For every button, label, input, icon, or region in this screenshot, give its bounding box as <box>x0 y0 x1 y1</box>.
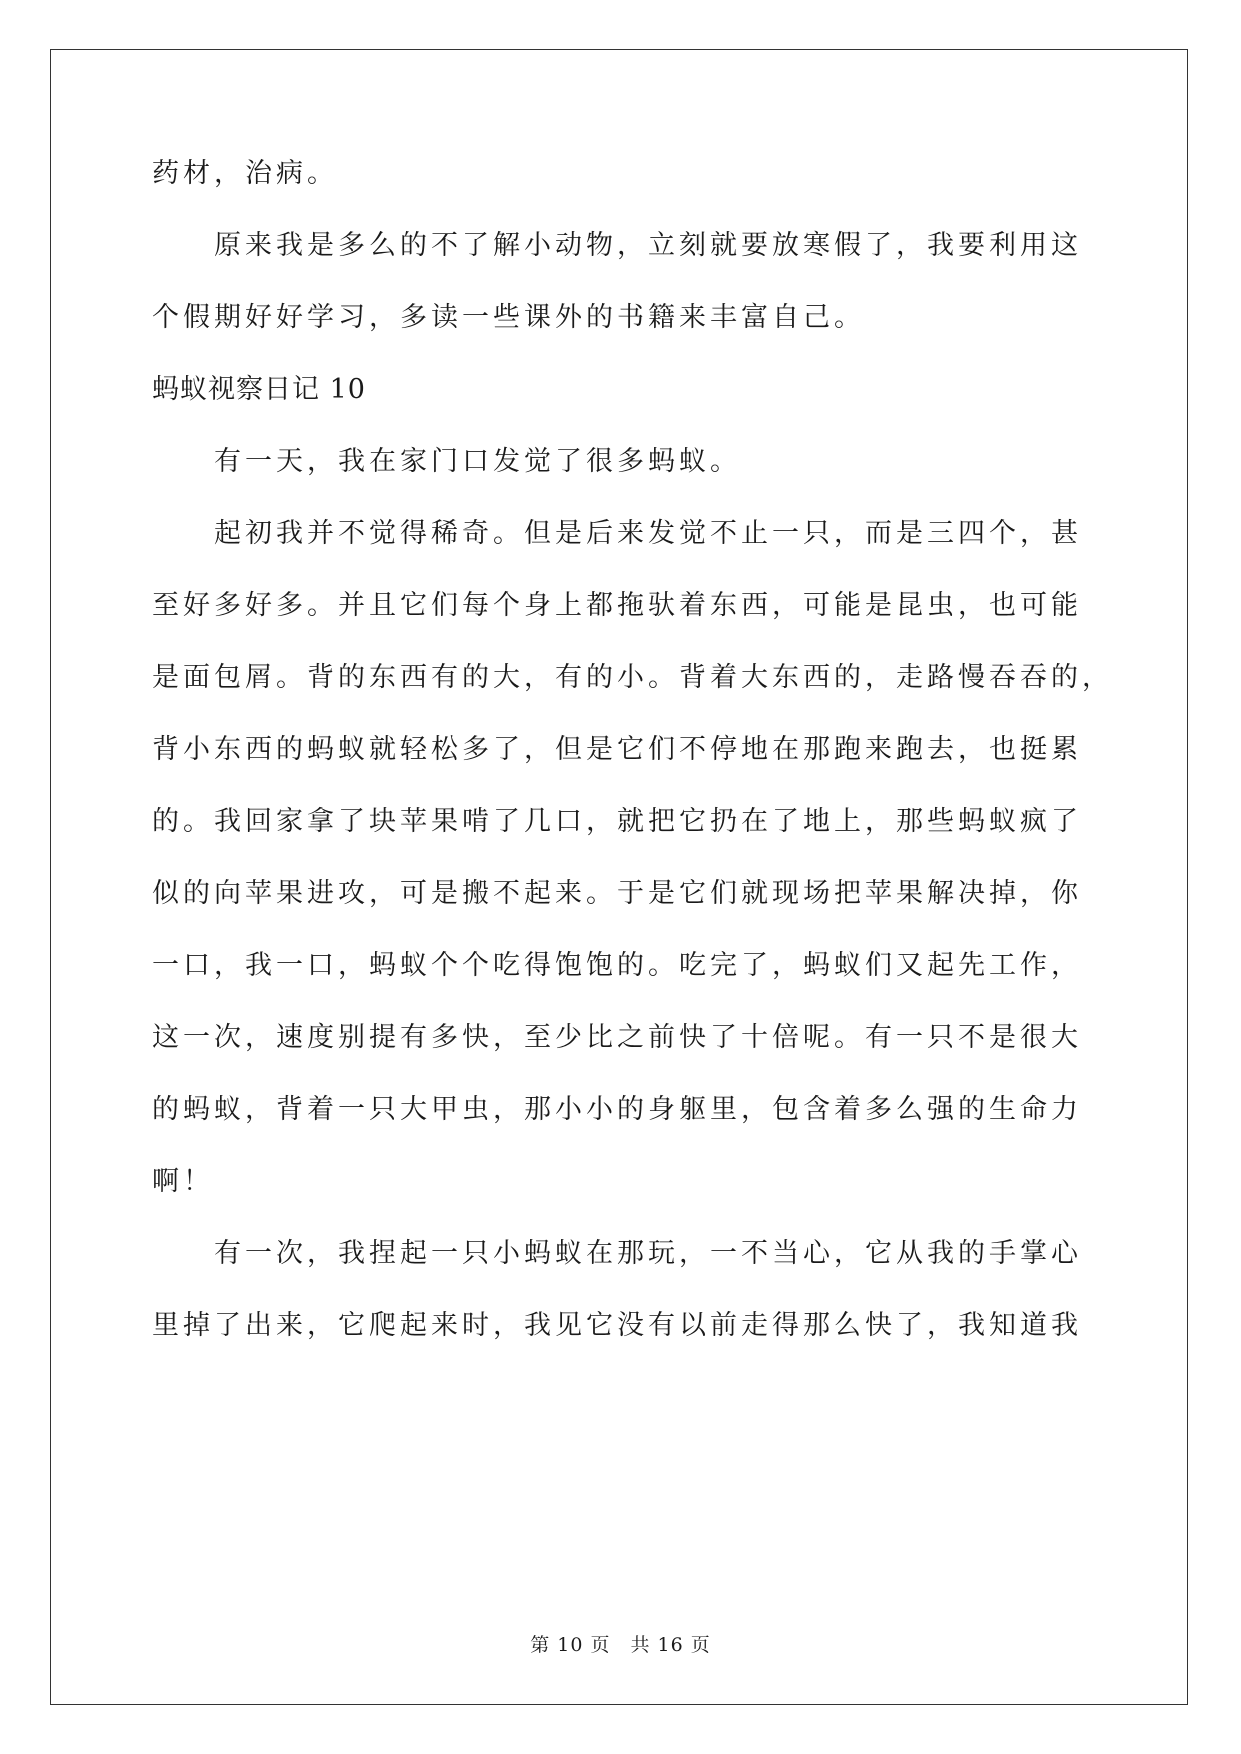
text-line: 个假期好好学习，多读一些课外的书籍来丰富自己。 <box>152 302 865 333</box>
text-line: 的。我回家拿了块苹果啃了几口，就把它扔在了地上，那些蚂蚁疯了 <box>152 806 1082 837</box>
text-line: 这一次，速度别提有多快，至少比之前快了十倍呢。有一只不是很大 <box>152 1022 1082 1053</box>
text-line: 里掉了出来，它爬起来时，我见它没有以前走得那么快了，我知道我 <box>152 1310 1082 1341</box>
page-footer <box>0 1633 1241 1657</box>
text-line: 的蚂蚁，背着一只大甲虫，那小小的身躯里，包含着多么强的生命力 <box>152 1094 1082 1125</box>
paragraph-first-line: 有一次，我捏起一只小蚂蚁在那玩，一不当心，它从我的手掌心 <box>214 1238 1082 1269</box>
text-line: 药材，治病。 <box>152 158 338 189</box>
paragraph-first-line: 原来我是多么的不了解小动物，立刻就要放寒假了，我要利用这 <box>214 230 1082 261</box>
text-line: 啊！ <box>152 1166 214 1197</box>
text-line: 一口，我一口，蚂蚁个个吃得饱饱的。吃完了，蚂蚁们又起先工作， <box>152 950 1082 981</box>
paragraph-first-line: 起初我并不觉得稀奇。但是后来发觉不止一只，而是三四个，甚 <box>214 518 1082 549</box>
text-line: 至好多好多。并且它们每个身上都拖驮着东西，可能是昆虫，也可能 <box>152 590 1082 621</box>
text-line: 背小东西的蚂蚁就轻松多了，但是它们不停地在那跑来跑去，也挺累 <box>152 734 1082 765</box>
page-number-total: 共 16 页 <box>630 1634 711 1656</box>
text-line: 是面包屑。背的东西有的大，有的小。背着大东西的，走路慢吞吞的， <box>152 662 1113 693</box>
section-heading: 蚂蚁视察日记 10 <box>152 374 366 405</box>
page-number-current: 第 10 页 <box>530 1634 611 1656</box>
paragraph-first-line: 有一天，我在家门口发觉了很多蚂蚁。 <box>214 446 741 477</box>
text-line: 似的向苹果进攻，可是搬不起来。于是它们就现场把苹果解决掉，你 <box>152 878 1082 909</box>
